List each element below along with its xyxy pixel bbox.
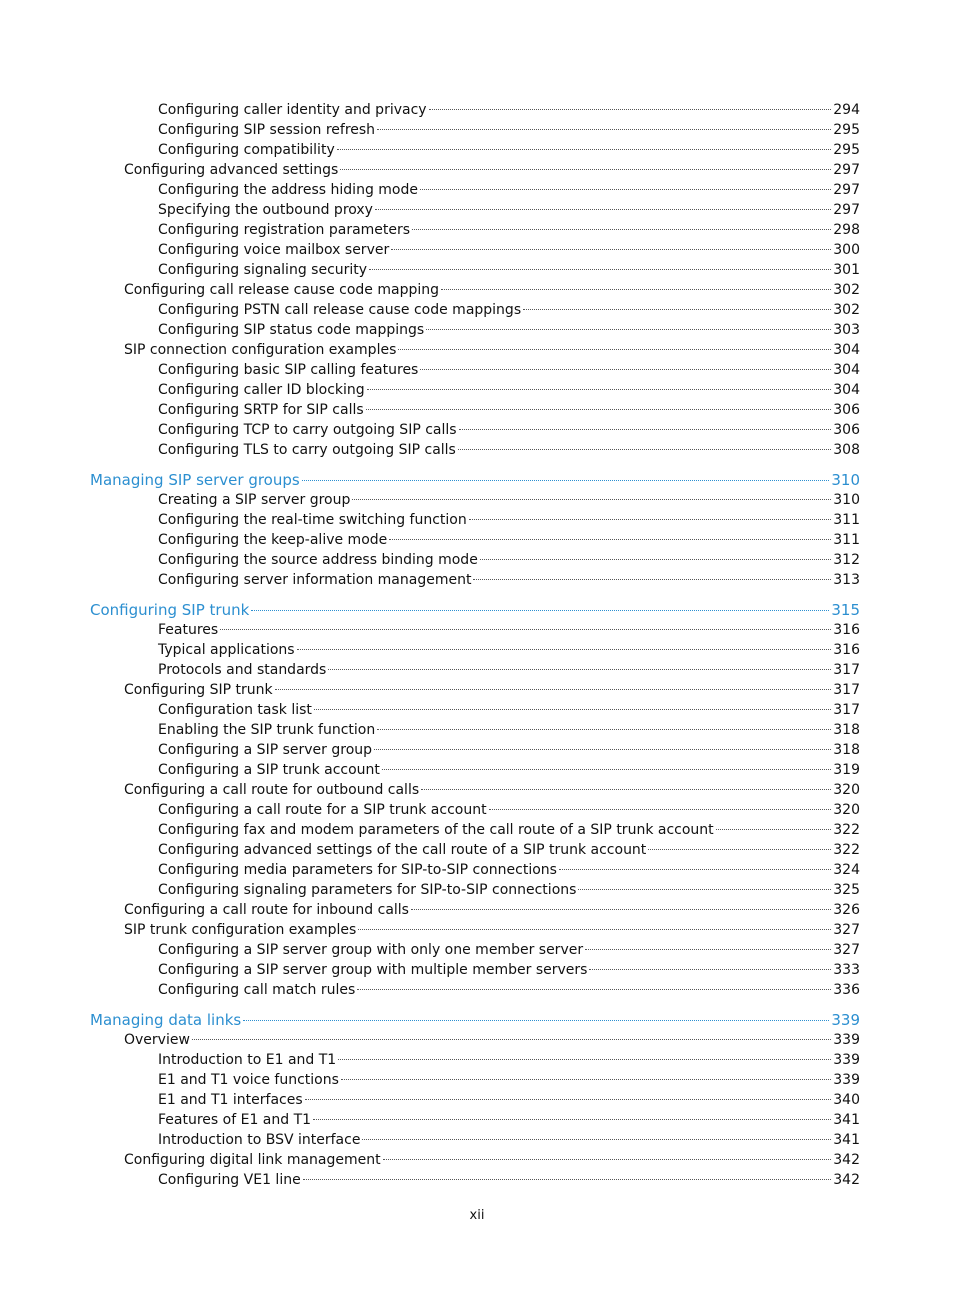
toc-entry — [0, 160, 954, 180]
toc-entry-page: 304 — [833, 362, 860, 378]
toc-entry-label: Configuring call release cause code mapping — [124, 282, 440, 298]
toc-entry-label: Configuring SIP session refresh — [158, 122, 376, 138]
toc-entry — [0, 720, 954, 740]
toc-leader-dots — [489, 809, 832, 810]
toc-entry — [0, 340, 954, 360]
toc-entry-page: 304 — [833, 342, 860, 358]
toc-leader-dots — [420, 189, 831, 190]
toc-leader-dots — [362, 1139, 831, 1140]
toc-entry-label: Configuring call match rules — [158, 982, 356, 998]
toc-entry-label: Configuring digital link management — [124, 1152, 381, 1168]
toc-leader-dots — [480, 559, 831, 560]
toc-leader-dots — [357, 989, 831, 990]
toc-entry-page: 336 — [833, 982, 860, 998]
toc-entry-page: 320 — [833, 782, 860, 798]
toc-entry-label: SIP trunk configuration examples — [124, 922, 357, 938]
toc-leader-dots — [328, 669, 831, 670]
toc-entry-label: Enabling the SIP trunk function — [158, 722, 376, 738]
toc-entry — [0, 1030, 954, 1050]
toc-entry-label: Configuring signaling parameters for SIP-to-SIP connections — [158, 882, 577, 898]
toc-entry-label: Creating a SIP server group — [158, 492, 351, 508]
toc-entry-label: Configuring the keep-alive mode — [158, 532, 388, 548]
toc-entry-page: 318 — [833, 722, 860, 738]
toc-entry — [0, 700, 954, 720]
toc-entry-page: 306 — [833, 402, 860, 418]
toc-entry-label: Configuring SIP trunk — [124, 682, 273, 698]
toc-entry — [0, 570, 954, 590]
toc-leader-dots — [523, 309, 831, 310]
toc-leader-dots — [648, 849, 831, 850]
toc-entry — [0, 960, 954, 980]
toc-entry-label: Configuring basic SIP calling features — [158, 362, 419, 378]
toc-entry — [0, 860, 954, 880]
toc-leader-dots — [366, 409, 832, 410]
toc-entry — [0, 260, 954, 280]
toc-leader-dots — [305, 1099, 832, 1100]
toc-entry-label: Configuring a call route for outbound calls — [124, 782, 420, 798]
toc-entry-label: Configuring a call route for inbound calls — [124, 902, 409, 918]
toc-entry-label: Configuring the address hiding mode — [158, 182, 418, 198]
toc-leader-dots — [275, 689, 832, 690]
toc-entry-label: Configuring a SIP trunk account — [158, 762, 380, 778]
toc-entry-label: Typical applications — [158, 642, 295, 658]
toc-leader-dots — [367, 389, 832, 390]
toc-entry-label: Features — [158, 622, 219, 638]
toc-entry-page: 318 — [833, 742, 860, 758]
toc-entry-page: 317 — [833, 662, 860, 678]
toc-leader-dots — [589, 969, 831, 970]
toc-entry-label: Protocols and standards — [158, 662, 327, 678]
toc-entry-label: SIP connection configuration examples — [124, 342, 397, 358]
toc-entry — [0, 1130, 954, 1150]
toc-leader-dots — [338, 1059, 831, 1060]
toc-entry-label: Configuring server information management — [158, 572, 472, 588]
toc-leader-dots — [429, 109, 832, 110]
toc-entry-label: Configuring a SIP server group with multiple member servers — [158, 962, 588, 978]
toc-entry-label: Introduction to E1 and T1 — [158, 1052, 337, 1068]
toc-entry-label: Configuring the source address binding mode — [158, 552, 478, 568]
toc-entry-page: 339 — [833, 1032, 860, 1048]
toc-entry-page: 327 — [833, 922, 860, 938]
toc-entry-label: Overview — [124, 1032, 190, 1048]
toc-entry — [0, 680, 954, 700]
toc-entry — [0, 1050, 954, 1070]
toc-entry — [0, 740, 954, 760]
toc-entry-label: Configuring TLS to carry outgoing SIP calls — [158, 442, 456, 458]
toc-entry-label: Configuring registration parameters — [158, 222, 411, 238]
toc-entry-page: 325 — [833, 882, 860, 898]
toc-entry — [0, 440, 954, 460]
toc-entry-page: 319 — [833, 762, 860, 778]
toc-entry-label: Managing SIP server groups — [90, 471, 300, 489]
toc-leader-dots — [337, 149, 832, 150]
toc-entry — [0, 140, 954, 160]
toc-entry-page: 322 — [833, 822, 860, 838]
toc-entry — [0, 320, 954, 340]
toc-entry-label: Configuring TCP to carry outgoing SIP calls — [158, 422, 457, 438]
toc-entry-page: 295 — [833, 122, 860, 138]
toc-entry-page: 297 — [833, 182, 860, 198]
toc-entry-label: Configuring SRTP for SIP calls — [158, 402, 364, 418]
toc-entry — [0, 980, 954, 1000]
toc-entry-label: Configuring VE1 line — [158, 1172, 301, 1188]
toc-entry-label: Introduction to BSV interface — [158, 1132, 361, 1148]
toc-entry-label: Managing data links — [90, 1011, 242, 1029]
toc-entry — [0, 420, 954, 440]
toc-entry-label: Configuring SIP status code mappings — [158, 322, 425, 338]
toc-entry-page: 297 — [833, 162, 860, 178]
toc-entry-page: 310 — [831, 471, 860, 489]
toc-entry-page: 311 — [833, 532, 860, 548]
toc-entry-page: 302 — [833, 282, 860, 298]
toc-entry-label: E1 and T1 voice functions — [158, 1072, 339, 1088]
toc-leader-dots — [389, 539, 831, 540]
toc-leader-dots — [469, 519, 832, 520]
toc-entry-page: 304 — [833, 382, 860, 398]
toc-entry — [0, 510, 954, 530]
toc-entry-page: 327 — [833, 942, 860, 958]
toc-entry-label: Features of E1 and T1 — [158, 1112, 312, 1128]
toc-entry-label: Configuring a SIP server group — [158, 742, 373, 758]
toc-entry — [0, 120, 954, 140]
toc-leader-dots — [302, 480, 830, 481]
toc-entry-page: 317 — [833, 702, 860, 718]
toc-leader-dots — [411, 909, 831, 910]
toc-entry — [0, 940, 954, 960]
toc-entry-page: 308 — [833, 442, 860, 458]
toc-entry — [0, 300, 954, 320]
toc-leader-dots — [303, 1179, 832, 1180]
toc-leader-dots — [243, 1020, 829, 1021]
toc-entry-label: Configuring caller identity and privacy — [158, 102, 427, 118]
toc-entry-page: 311 — [833, 512, 860, 528]
toc-entry — [0, 100, 954, 120]
toc-entry — [0, 800, 954, 820]
toc-entry-page: 306 — [833, 422, 860, 438]
toc-entry-label: Configuring a call route for a SIP trunk account — [158, 802, 487, 818]
toc-leader-dots — [426, 329, 831, 330]
toc-entry-page: 300 — [833, 242, 860, 258]
toc-leader-dots — [585, 949, 831, 950]
toc-entry — [0, 400, 954, 420]
toc-entry — [0, 900, 954, 920]
toc-entry — [0, 530, 954, 550]
toc-leader-dots — [358, 929, 831, 930]
toc-entry-label: Configuring media parameters for SIP-to-SIP connections — [158, 862, 557, 878]
toc-entry-label: Configuring PSTN call release cause code mappings — [158, 302, 522, 318]
toc-entry — [0, 760, 954, 780]
toc-leader-dots — [383, 1159, 832, 1160]
toc-leader-dots — [716, 829, 832, 830]
toc-leader-dots — [313, 1119, 831, 1120]
toc-leader-dots — [352, 499, 831, 500]
toc-chapter-entry[interactable] — [0, 470, 954, 490]
toc-chapter-entry[interactable] — [0, 1010, 954, 1030]
toc-leader-dots — [369, 269, 831, 270]
toc-entry — [0, 920, 954, 940]
toc-entry-label: Configuring compatibility — [158, 142, 335, 158]
toc-entry — [0, 620, 954, 640]
toc-leader-dots — [314, 709, 831, 710]
toc-leader-dots — [251, 610, 829, 611]
toc-entry-page: 342 — [833, 1152, 860, 1168]
toc-entry — [0, 360, 954, 380]
toc-entry — [0, 820, 954, 840]
toc-leader-dots — [441, 289, 831, 290]
page-number: xii — [469, 1208, 485, 1223]
toc-entry — [0, 1170, 954, 1190]
toc-leader-dots — [382, 769, 831, 770]
toc-entry-label: Configuring voice mailbox server — [158, 242, 390, 258]
toc-entry-page: 301 — [833, 262, 860, 278]
toc-entry-page: 315 — [831, 601, 860, 619]
toc-entry — [0, 780, 954, 800]
toc-leader-dots — [473, 579, 831, 580]
toc-entry-page: 342 — [833, 1172, 860, 1188]
toc-entry — [0, 640, 954, 660]
toc-entry — [0, 380, 954, 400]
toc-leader-dots — [458, 449, 831, 450]
toc-entry-page: 317 — [833, 682, 860, 698]
toc-entry-label: Configuring signaling security — [158, 262, 368, 278]
toc-entry-label: Specifying the outbound proxy — [158, 202, 373, 218]
toc-leader-dots — [421, 789, 831, 790]
toc-entry-page: 302 — [833, 302, 860, 318]
toc-leader-dots — [459, 429, 832, 430]
toc-entry — [0, 180, 954, 200]
toc-entry — [0, 1110, 954, 1130]
toc-entry-page: 298 — [833, 222, 860, 238]
toc-entry — [0, 1150, 954, 1170]
toc-leader-dots — [297, 649, 832, 650]
toc-leader-dots — [578, 889, 831, 890]
toc-leader-dots — [377, 129, 831, 130]
toc-leader-dots — [398, 349, 831, 350]
toc-entry-label: E1 and T1 interfaces — [158, 1092, 303, 1108]
toc-chapter-entry[interactable] — [0, 600, 954, 620]
toc-entry-page: 339 — [833, 1072, 860, 1088]
toc-entry-page: 320 — [833, 802, 860, 818]
toc-entry-page: 339 — [831, 1011, 860, 1029]
toc-entry-label: Configuring SIP trunk — [90, 601, 250, 619]
toc-entry-page: 326 — [833, 902, 860, 918]
toc-entry — [0, 280, 954, 300]
toc-entry-page: 341 — [833, 1112, 860, 1128]
toc-entry-page: 340 — [833, 1092, 860, 1108]
toc-entry — [0, 1090, 954, 1110]
toc-entry — [0, 550, 954, 570]
toc-entry — [0, 490, 954, 510]
toc-entry-page: 341 — [833, 1132, 860, 1148]
toc-leader-dots — [340, 169, 831, 170]
toc-entry-page: 312 — [833, 552, 860, 568]
toc-entry-label: Configuring a SIP server group with only one member server — [158, 942, 584, 958]
toc-entry — [0, 200, 954, 220]
toc-entry — [0, 840, 954, 860]
toc-leader-dots — [420, 369, 831, 370]
toc-entry — [0, 240, 954, 260]
toc-leader-dots — [192, 1039, 831, 1040]
toc-entry-label: Configuring caller ID blocking — [158, 382, 365, 398]
toc-entry-page: 303 — [833, 322, 860, 338]
table-of-contents — [0, 100, 954, 1190]
toc-leader-dots — [374, 749, 831, 750]
toc-leader-dots — [220, 629, 831, 630]
toc-leader-dots — [377, 729, 831, 730]
toc-leader-dots — [375, 209, 831, 210]
toc-entry-page: 294 — [833, 102, 860, 118]
toc-entry-label: Configuring advanced settings of the call route of a SIP trunk account — [158, 842, 647, 858]
toc-leader-dots — [559, 869, 831, 870]
toc-entry-page: 316 — [833, 622, 860, 638]
toc-entry-label: Configuring advanced settings — [124, 162, 339, 178]
toc-leader-dots — [412, 229, 831, 230]
toc-entry-page: 316 — [833, 642, 860, 658]
toc-entry-label: Configuration task list — [158, 702, 312, 718]
toc-entry-page: 333 — [833, 962, 860, 978]
toc-entry — [0, 220, 954, 240]
toc-entry — [0, 880, 954, 900]
toc-entry-label: Configuring the real-time switching function — [158, 512, 467, 528]
toc-entry-page: 313 — [833, 572, 860, 588]
toc-leader-dots — [391, 249, 831, 250]
toc-entry-label: Configuring fax and modem parameters of the call route of a SIP trunk account — [158, 822, 714, 838]
toc-entry-page: 310 — [833, 492, 860, 508]
toc-entry — [0, 660, 954, 680]
toc-entry-page: 339 — [833, 1052, 860, 1068]
toc-entry-page: 324 — [833, 862, 860, 878]
toc-entry-page: 297 — [833, 202, 860, 218]
toc-leader-dots — [341, 1079, 831, 1080]
toc-entry-page: 322 — [833, 842, 860, 858]
toc-entry — [0, 1070, 954, 1090]
toc-entry-page: 295 — [833, 142, 860, 158]
